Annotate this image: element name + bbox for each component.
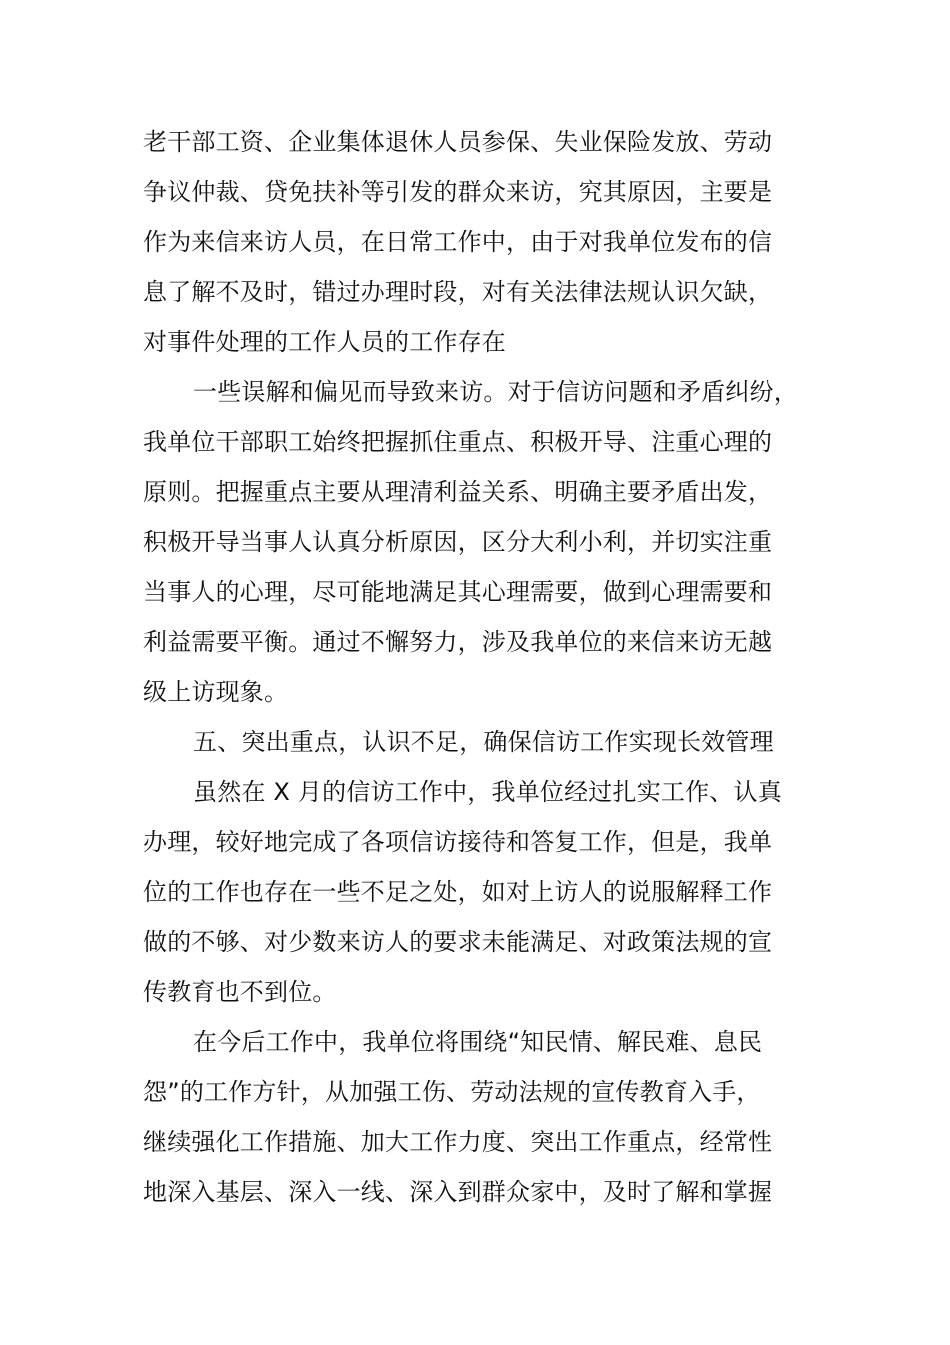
text-line: 传教育也不到位。 [143, 978, 337, 1006]
text-line: 争议仲裁、贷免扶补等引发的群众来访，究其原因，主要是 [143, 178, 773, 206]
text-line: 在今后工作中，我单位将围绕“知民情、解民难、息民 [193, 1028, 763, 1056]
text-line: 一些误解和偏见而导致来访。对于信访问题和矛盾纠纷， [193, 378, 798, 406]
text-line: 作为来信来访人员，在日常工作中，由于对我单位发布的信 [143, 228, 773, 256]
text-line: 虽然在 X 月的信访工作中，我单位经过扎实工作、认真 [193, 778, 782, 806]
text-line: 级上访现象。 [143, 678, 289, 706]
text-line: 当事人的心理，尽可能地满足其心理需要，做到心理需要和 [143, 578, 773, 606]
text-line: 办理，较好地完成了各项信访接待和答复工作，但是，我单 [143, 828, 773, 856]
text-line: 位的工作也存在一些不足之处，如对上访人的说服解释工作 [143, 878, 773, 906]
text-line: 地深入基层、深入一线、深入到群众家中，及时了解和掌握 [143, 1178, 773, 1206]
text-line: 继续强化工作措施、加大工作力度、突出工作重点，经常性 [143, 1128, 773, 1156]
text-line: 原则。把握重点主要从理清利益关系、明确主要矛盾出发， [143, 478, 773, 506]
text-line: 怨”的工作方针，从加强工伤、劳动法规的宣传教育入手， [143, 1078, 761, 1106]
section-heading: 五、突出重点，认识不足，确保信访工作实现长效管理 [193, 728, 774, 756]
text-line: 我单位干部职工始终把握抓住重点、积极开导、注重心理的 [143, 428, 773, 456]
text-line: 积极开导当事人认真分析原因，区分大利小利，并切实注重 [143, 528, 773, 556]
text-line: 做的不够、对少数来访人的要求未能满足、对政策法规的宣 [143, 928, 773, 956]
text-line: 息了解不及时，错过办理时段，对有关法律法规认识欠缺， [143, 278, 773, 306]
text-line: 对事件处理的工作人员的工作存在 [143, 328, 506, 356]
text-line: 老干部工资、企业集体退休人员参保、失业保险发放、劳动 [143, 128, 773, 156]
text-line: 利益需要平衡。通过不懈努力，涉及我单位的来信来访无越 [143, 628, 773, 656]
